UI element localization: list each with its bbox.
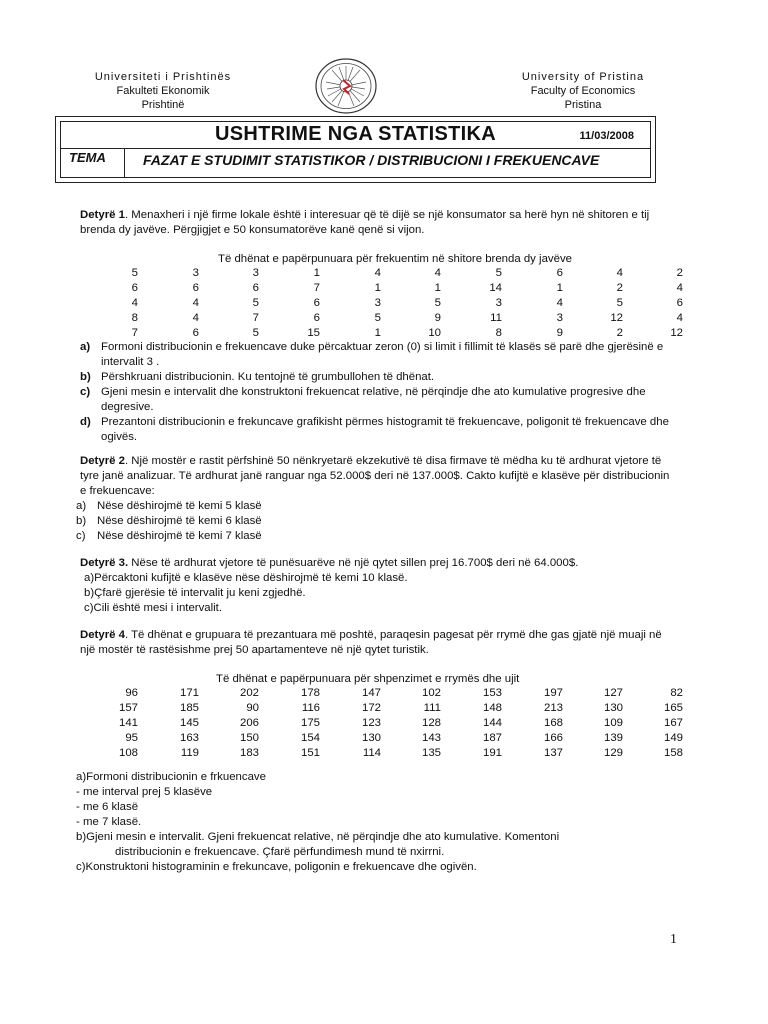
table-cell: 6: [313, 312, 320, 324]
table-cell: 4: [374, 267, 381, 279]
task3-item-a: a)Përcaktoni kufijtë e klasëve nëse dëshirojmë të kemi 10 klasë.: [84, 572, 408, 584]
task4-item-a3: - me 7 klasë.: [76, 816, 142, 828]
table-cell: 187: [482, 732, 502, 744]
table-cell: 4: [434, 267, 441, 279]
task2-intro-text: . Një mostër e rastit përfshinë 50 nënkryetarë ekzekutivë të disa firmave të mëdha ku të ardhurat vjetore të tyre janë analizuar. Të ardhurat janë ranguar nga 52.000$ deri në 137.000$. Cakto kufijtë e klasëve për distribucionin e frekuencave:: [80, 455, 670, 497]
table-cell: 6: [556, 267, 563, 279]
table-cell: 6: [252, 282, 259, 294]
table-cell: 154: [300, 732, 320, 744]
table-cell: 1: [556, 282, 563, 294]
table-cell: 119: [180, 747, 199, 759]
table-cell: 4: [676, 282, 683, 294]
page-title: USHTRIME NGA STATISTIKA: [215, 123, 496, 145]
table-cell: 171: [179, 687, 199, 699]
table-cell: 90: [246, 702, 259, 714]
table-cell: 109: [603, 717, 623, 729]
table-cell: 3: [556, 312, 563, 324]
table-cell: 168: [543, 717, 563, 729]
table-cell: 4: [616, 267, 623, 279]
table-cell: 6: [131, 282, 138, 294]
task1-item-c: [80, 385, 676, 415]
task4-item-a2: - me 6 klasë: [76, 801, 139, 813]
table-cell: 9: [556, 327, 563, 339]
table-cell: 185: [179, 702, 199, 714]
item-text: Nëse dëshirojmë të kemi 7 klasë: [97, 530, 262, 542]
table-cell: 7: [131, 327, 138, 339]
item-text: Gjeni mesin e intervalit dhe konstruktoni frekuencat relative, në përqindje dhe ato kumulative progresive dhe degresive.: [101, 386, 646, 413]
table-cell: 166: [543, 732, 563, 744]
city-name: Prishtinë: [141, 99, 185, 111]
task1-item-a: [80, 340, 676, 370]
table-cell: 1: [374, 282, 381, 294]
table-cell: 178: [300, 687, 320, 699]
task3-label: Detyrë 3.: [80, 557, 129, 569]
table-cell: 130: [361, 732, 381, 744]
table-cell: 6: [192, 282, 199, 294]
table-row: [100, 701, 683, 716]
task4-item-a: a)Formoni distribucionin e frkuencave: [76, 771, 266, 783]
item-text: Nëse dëshirojmë të kemi 6 klasë: [97, 515, 262, 527]
table-cell: 4: [556, 297, 563, 309]
table-cell: 95: [125, 732, 138, 744]
table-cell: 10: [428, 327, 441, 339]
table-cell: 8: [131, 312, 138, 324]
university-header-albanian: [58, 70, 268, 112]
table-cell: 143: [421, 732, 441, 744]
table-cell: 3: [252, 267, 259, 279]
table-cell: 7: [252, 312, 259, 324]
table-cell: 150: [239, 732, 259, 744]
table-cell: 141: [118, 717, 138, 729]
table-cell: 4: [676, 312, 683, 324]
item-mark: c): [80, 386, 91, 398]
table-cell: 5: [252, 297, 259, 309]
table-cell: 2: [676, 267, 683, 279]
table-row: [100, 746, 683, 761]
table-cell: 6: [313, 297, 320, 309]
table-cell: 130: [603, 702, 623, 714]
page-number: 1: [670, 932, 677, 947]
table-cell: 213: [543, 702, 563, 714]
table-cell: 135: [421, 747, 441, 759]
item-mark: b): [76, 515, 87, 527]
item-text: Nëse dëshirojmë të kemi 5 klasë: [97, 500, 262, 512]
task3-items: [80, 571, 676, 616]
task4-intro-text: . Të dhënat e grupuara të prezantuara më poshtë, paraqesin pagesat për rrymë dhe gas gjatë një muaji në një mostër të rastësishme prej 50 apartamenteve në një qytet turistik.: [80, 629, 662, 656]
table-cell: 116: [301, 702, 320, 714]
table-cell: 153: [482, 687, 502, 699]
table-cell: 147: [361, 687, 381, 699]
table-cell: 3: [495, 297, 502, 309]
table-cell: 197: [543, 687, 563, 699]
table-cell: 148: [482, 702, 502, 714]
table-cell: 3: [192, 267, 199, 279]
table-cell: 108: [118, 747, 138, 759]
item-mark: a): [76, 500, 87, 512]
item-text: Formoni distribucionin e frekuencave duke përcaktuar zeron (0) si limit i fillimit të klasës së parë dhe gjerësinë e intervalit 3 .: [101, 341, 664, 368]
table-cell: 4: [192, 297, 199, 309]
table-row: [100, 281, 683, 296]
table-cell: 5: [252, 327, 259, 339]
task1-intro-text: . Menaxheri i një firme lokale është i interesuar që të dijë se një konsumator sa herë hyn në shitoren e tij brenda dy javëve. Përgjigjet e 50 konsumatorëve kanë qenë si vijon.: [80, 209, 650, 236]
city-name-en: Pristina: [564, 99, 602, 111]
table-cell: 12: [670, 327, 683, 339]
table-cell: 167: [663, 717, 683, 729]
table-cell: 3: [374, 297, 381, 309]
university-logo: [312, 56, 380, 116]
table-cell: 172: [361, 702, 381, 714]
table-cell: 123: [361, 717, 381, 729]
table-row: [100, 296, 683, 311]
table-cell: 4: [192, 312, 199, 324]
task3-item-b: b)Çfarë gjerësie të intervalit ju keni zgjedhë.: [84, 587, 306, 599]
table-cell: 129: [603, 747, 623, 759]
table-cell: 144: [482, 717, 502, 729]
task2-items: [76, 499, 672, 544]
task1-item-b: [80, 370, 676, 385]
table-cell: 6: [192, 327, 199, 339]
university-name-en: University of Pristina: [521, 71, 645, 83]
table-cell: 1: [313, 267, 320, 279]
table-cell: 163: [179, 732, 199, 744]
item-text: Përshkruani distribucionin. Ku tentojnë të grumbullohen të dhënat.: [101, 371, 435, 383]
task1-label: Detyrë 1: [80, 209, 125, 221]
table-cell: 6: [676, 297, 683, 309]
title-row: [60, 121, 651, 149]
table-cell: 11: [490, 312, 502, 324]
task4-items: [76, 770, 672, 875]
table-cell: 8: [495, 327, 502, 339]
table-cell: 2: [616, 327, 623, 339]
table-cell: 5: [616, 297, 623, 309]
task2-item-c: [76, 529, 672, 544]
task3-intro: [80, 556, 676, 571]
title-box: [55, 116, 656, 183]
title-date: 11/03/2008: [579, 130, 634, 142]
table-cell: 4: [131, 297, 138, 309]
task2-label: Detyrë 2: [80, 455, 125, 467]
table-cell: 1: [434, 282, 441, 294]
table-cell: 145: [179, 717, 199, 729]
table-cell: 151: [300, 747, 320, 759]
task4-item-b: b)Gjeni mesin e intervalit. Gjeni frekuencat relative, në përqindje dhe ato kumulative. Komentoni: [76, 831, 560, 843]
item-text: Prezantoni distribucionin e frekuncave grafikisht përmes histogramit të frekuencave, poligonit të frekuencave dhe ogivës.: [101, 416, 669, 443]
table-cell: 175: [300, 717, 320, 729]
task1-intro: [80, 208, 676, 238]
table-cell: 5: [434, 297, 441, 309]
table-row: [100, 266, 683, 281]
table-cell: 9: [434, 312, 441, 324]
table-row: [100, 686, 683, 701]
table-cell: 12: [610, 312, 623, 324]
table-cell: 114: [362, 747, 381, 759]
task1-item-d: [80, 415, 676, 445]
table-cell: 82: [670, 687, 683, 699]
table-cell: 7: [313, 282, 320, 294]
table-cell: 127: [603, 687, 623, 699]
task4-table-caption: Të dhënat e papërpunuara për shpenzimet e rrymës dhe ujit: [216, 673, 520, 685]
table-cell: 102: [421, 687, 441, 699]
item-mark: c): [76, 530, 86, 542]
table-cell: 202: [239, 687, 259, 699]
task1-table-caption: Të dhënat e papërpunuara për frekuentim në shitore brenda dy javëve: [218, 253, 572, 265]
table-cell: 157: [118, 702, 138, 714]
tema-text: FAZAT E STUDIMIT STATISTIKOR / DISTRIBUCIONI I FREKUENCAVE: [143, 152, 600, 168]
university-header-english: [498, 70, 668, 112]
table-cell: 5: [374, 312, 381, 324]
table-cell: 191: [482, 747, 502, 759]
task1-items: [80, 340, 676, 445]
faculty-name-en: Faculty of Economics: [530, 85, 636, 97]
item-mark: a): [80, 341, 91, 353]
task2-item-b: [76, 514, 672, 529]
task4-intro: [80, 628, 676, 658]
table-cell: 139: [603, 732, 623, 744]
table-cell: 183: [239, 747, 259, 759]
table-cell: 1: [374, 327, 381, 339]
task3-intro-text: Nëse të ardhurat vjetore të punësuarëve në një qytet sillen prej 16.700$ deri në 64.000$.: [128, 557, 579, 569]
task2-intro: [80, 454, 676, 499]
task4-label: Detyrë 4: [80, 629, 125, 641]
task4-item-a1: - me interval prej 5 klasëve: [76, 786, 213, 798]
tema-label: TEMA: [61, 149, 125, 177]
task4-item-b-cont: distribucionin e frekuencave. Çfarë përfundimesh mund të nxirrni.: [115, 846, 445, 858]
table-cell: 96: [125, 687, 138, 699]
table-cell: 158: [663, 747, 683, 759]
faculty-name: Fakulteti Ekonomik: [116, 85, 210, 97]
table-cell: 165: [663, 702, 683, 714]
table-row: [100, 326, 683, 341]
item-mark: b): [80, 371, 91, 383]
task2-item-a: [76, 499, 672, 514]
table-cell: 5: [495, 267, 502, 279]
table-cell: 149: [663, 732, 683, 744]
table-cell: 14: [489, 282, 502, 294]
item-mark: d): [80, 416, 91, 428]
tema-row: [60, 148, 651, 178]
table-row: [100, 731, 683, 746]
table-row: [100, 311, 683, 326]
table-cell: 2: [616, 282, 623, 294]
table-cell: 128: [421, 717, 441, 729]
table-cell: 206: [239, 717, 259, 729]
task1-data-table: [100, 266, 683, 341]
university-name: Universiteti i Prishtinës: [94, 71, 232, 83]
table-row: [100, 716, 683, 731]
table-cell: 111: [423, 702, 441, 714]
task4-item-c: c)Konstruktoni histograminin e frekuncave, poligonin e frekuencave dhe ogivën.: [76, 861, 477, 873]
task4-data-table: [100, 686, 683, 761]
table-cell: 15: [307, 327, 320, 339]
task3-item-c: c)Cili është mesi i intervalit.: [84, 602, 222, 614]
table-cell: 5: [131, 267, 138, 279]
table-cell: 137: [543, 747, 563, 759]
